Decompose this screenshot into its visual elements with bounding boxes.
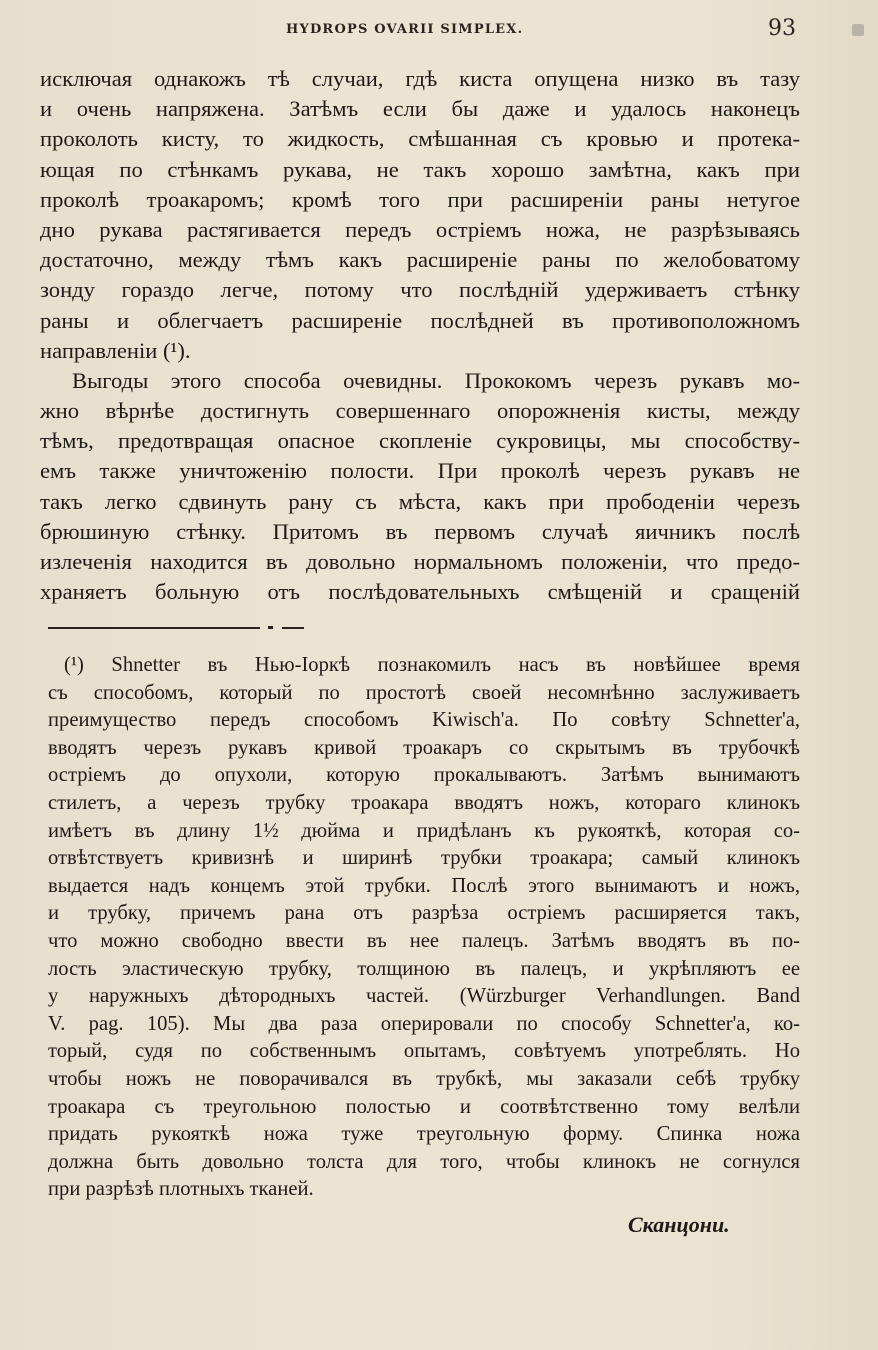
footnote-line: лость эластическую трубку, толщиною въ палецъ, и укрѣпляютъ ее (48, 957, 800, 980)
footnote-line: стилетъ, а черезъ трубку троакара вводятъ ножъ, котораго клинокъ (48, 791, 800, 814)
text-line: емъ также уничтоженію полости. При проколѣ черезъ рукавъ не (40, 458, 800, 484)
footnote-line: троакара съ треугольною полостью и соотвѣтственно тому велѣли (48, 1095, 800, 1118)
text-line: направленіи (¹). (40, 337, 191, 363)
footnote-line: преимущество передъ способомъ Kiwisch'a. По совѣту Schnetter'a, (48, 709, 800, 732)
footnote-line: съ способомъ, который по простотѣ своей несомнѣнно заслуживаетъ (48, 681, 800, 704)
footnote-line: имѣетъ въ длину 1½ дюйма и придѣланъ къ рукояткѣ, которая со- (48, 819, 800, 842)
footnote-line: выдается надъ концемъ этой трубки. Послѣ этого вынимаютъ и ножъ, (48, 874, 800, 897)
text-line: и очень напряжена. Затѣмъ если бы даже и удалось наконецъ (40, 96, 800, 122)
page-header (0, 18, 878, 48)
main-text (40, 64, 800, 607)
footnote-divider-dot (268, 626, 273, 629)
text-line: тѣмъ, предотвращая опасное скопленіе сукровицы, мы способству- (40, 428, 800, 454)
footnote-signature: Сканцони. (628, 1212, 730, 1237)
paragraph-1 (40, 64, 800, 366)
footnote-divider-dash (282, 627, 304, 629)
text-line: брюшиную стѣнку. Притомъ въ первомъ случаѣ яичникъ послѣ (40, 518, 800, 544)
footnote-line: отвѣтствуетъ кривизнѣ и ширинѣ трубки троакара; самый клинокъ (48, 847, 800, 870)
text-line: зонду гораздо легче, потому что послѣдній удерживаетъ стѣнку (40, 277, 800, 303)
footnote-line: вводятъ черезъ рукавъ кривой троакаръ со скрытымъ въ трубочкѣ (48, 736, 800, 759)
footnote-line: (¹) Shnetter въ Нью-Іоркѣ познакомилъ насъ въ новѣйшее время (64, 654, 800, 676)
text-line: Выгоды этого способа очевидны. Прококомъ черезъ рукавъ мо- (72, 367, 800, 393)
text-line: ющая по стѣнкамъ рукава, не такъ хорошо замѣтна, какъ при (40, 156, 800, 182)
text-line: достаточно, между тѣмъ какъ расширеніе раны по желобоватому (40, 247, 800, 273)
text-line: раны и облегчаетъ расширеніе послѣдней въ противоположномъ (40, 307, 800, 333)
paragraph-2 (40, 366, 800, 608)
footnote-line: и трубку, причемъ рана отъ разрѣза остріемъ расширяется такъ, (48, 902, 800, 925)
text-line: исключая однакожъ тѣ случаи, гдѣ киста опущена низко въ тазу (40, 66, 800, 91)
footnote-line: при разрѣзѣ плотныхъ тканей. (48, 1178, 314, 1201)
page-number: 93 (768, 16, 796, 41)
footnote-line: V. pag. 105). Мы два раза оперировали по способу Schnetter'a, ко- (48, 1012, 800, 1035)
footnote-line: что можно свободно ввести въ нее палецъ. Затѣмъ вводятъ въ по- (48, 929, 800, 952)
text-line: такъ легко сдвинуть рану съ мѣста, какъ при прободеніи черезъ (40, 488, 800, 514)
footnote (48, 652, 800, 1204)
footnote-line: чтобы ножъ не поворачивался въ трубкѣ, мы заказали себѣ трубку (48, 1067, 800, 1090)
text-line: храняетъ больную отъ послѣдовательныхъ смѣщеній и сращеній (40, 579, 800, 605)
footnote-divider (48, 627, 260, 629)
footnote-line: придать рукояткѣ ножа туже треугольную форму. Спинка ножа (48, 1123, 800, 1146)
text-line: проколоть кисту, то жидкость, смѣшанная съ кровью и протека- (40, 126, 800, 152)
text-line: дно рукава растягивается передъ остріемъ ножа, не разрѣзываясь (40, 216, 800, 242)
page-corner-mark (852, 24, 864, 36)
text-line: излеченія находится въ довольно нормальномъ положеніи, что предо- (40, 549, 800, 574)
footnote-line: остріемъ до опухоли, которую прокалываютъ. Затѣмъ вынимаютъ (48, 764, 800, 787)
text-line: проколѣ троакаромъ; кромѣ того при расширеніи раны нетугое (40, 186, 800, 212)
running-head: HYDROPS OVARII SIMPLEX. (286, 22, 524, 37)
footnote-line: должна быть довольно толста для того, чтобы клинокъ не согнулся (48, 1150, 800, 1173)
footnote-line: торый, судя по собственнымъ опытамъ, совѣтуемъ употреблять. Но (48, 1040, 800, 1063)
footnote-line: у наружныхъ дѣтородныхъ частей. (Würzburger Verhandlungen. Band (48, 985, 800, 1008)
text-line: жно вѣрнѣе достигнуть совершеннаго опорожненія кисты, между (40, 398, 800, 424)
